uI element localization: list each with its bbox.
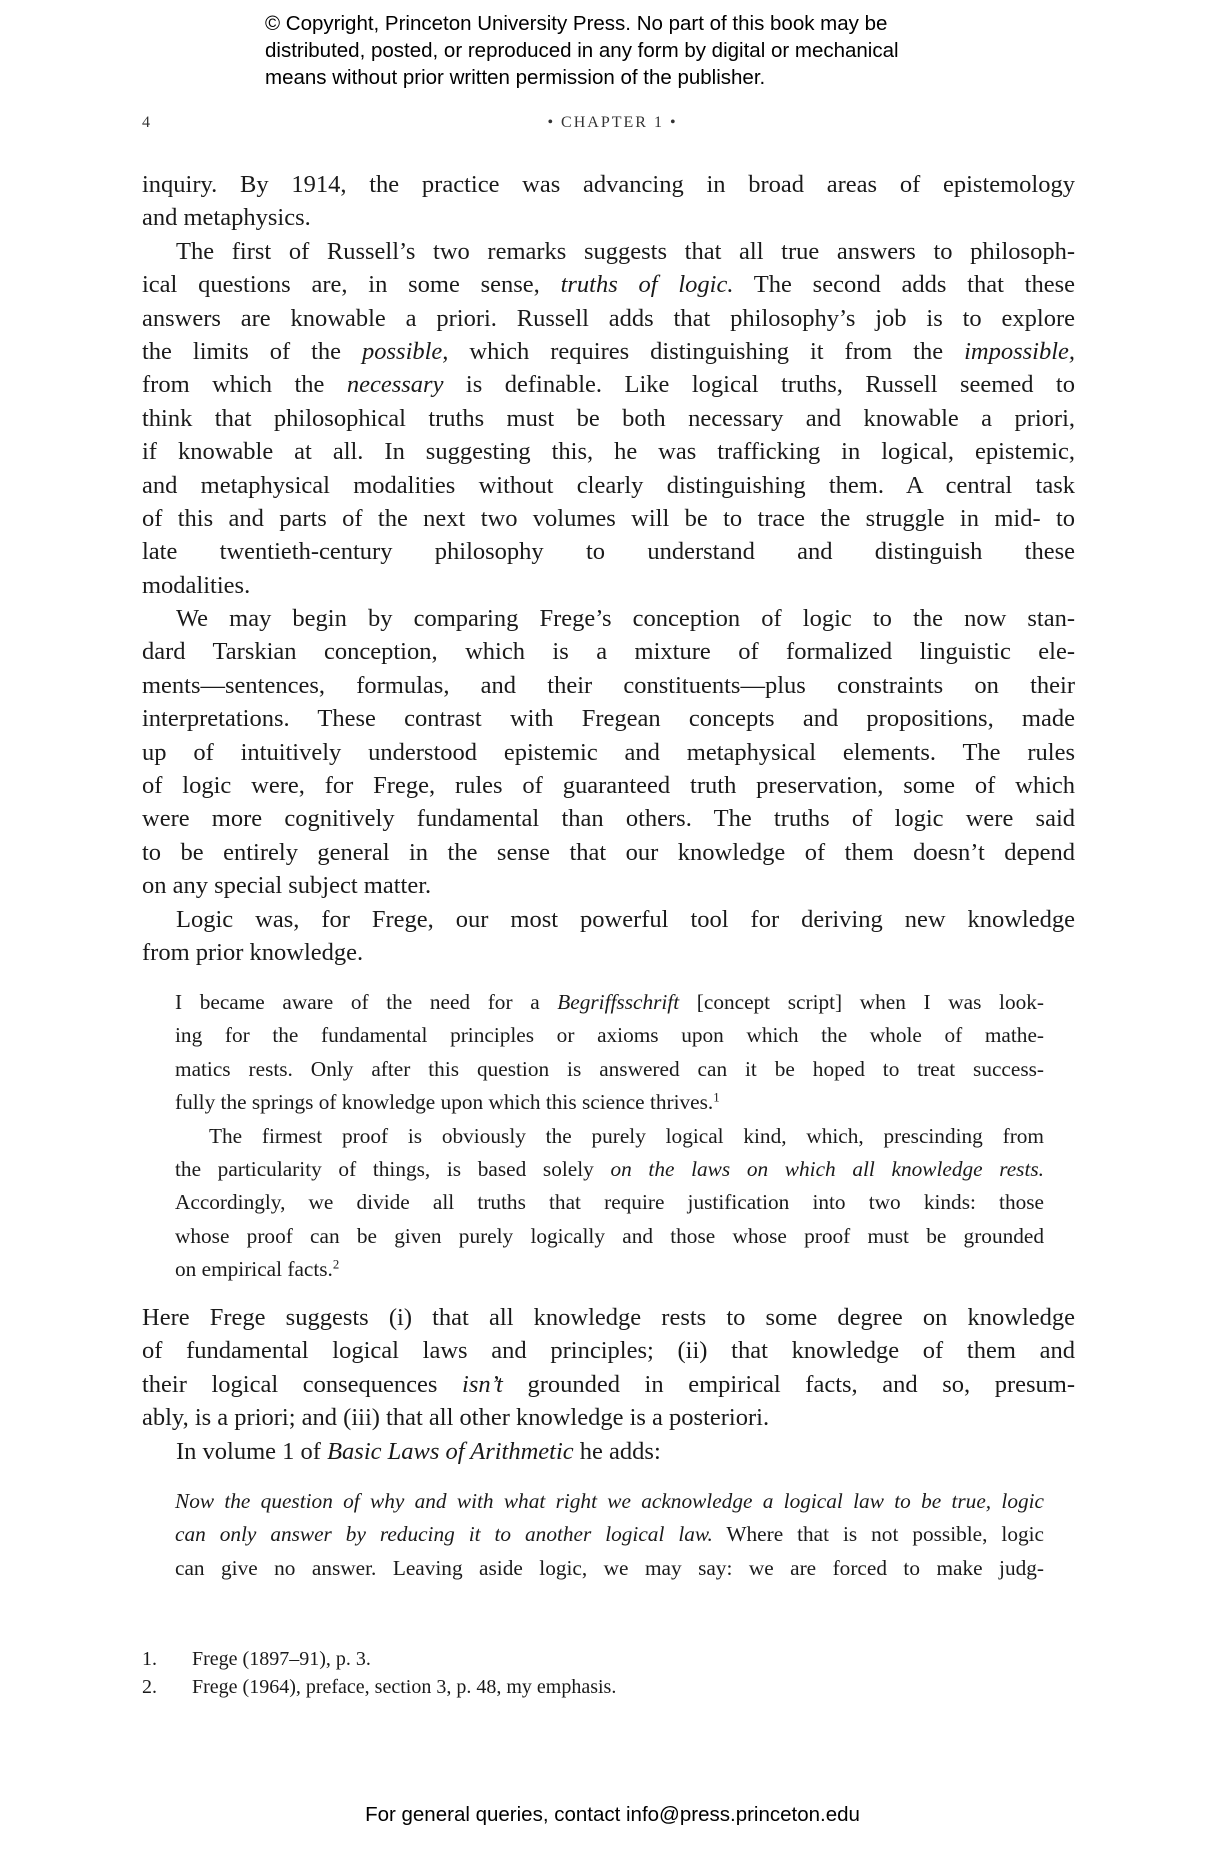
text-run: I became aware of the need for a <box>175 990 558 1014</box>
italic-run: Basic Laws of Arithmetic <box>327 1437 574 1465</box>
text-run: and metaphysical modalities without clearly distinguishing them. A central task <box>142 471 1075 499</box>
italic-run: truths of logic. <box>560 271 734 299</box>
text-run: Accordingly, we divide all truths that require justification into two kinds: those <box>175 1190 1044 1215</box>
text-line <box>142 535 1075 568</box>
text-line <box>142 368 1075 401</box>
text-run: is definable. Like logical truths, Russell seemed to <box>443 371 1075 399</box>
text-line <box>175 1153 1044 1186</box>
text-run: whose proof can be given purely logically and those whose proof must be grounded <box>175 1223 1044 1248</box>
running-head: • CHAPTER 1 • <box>547 114 678 131</box>
italic-run: can only answer by reducing it to another logical law. <box>175 1522 713 1547</box>
text-line <box>142 168 1075 201</box>
text-line <box>142 1368 1075 1401</box>
body-text-1 <box>142 168 1075 969</box>
text-run: ments—sentences, formulas, and their constituents—plus constraints on their <box>142 671 1075 699</box>
footnote <box>142 1673 616 1701</box>
text-line <box>142 335 1075 368</box>
text-line <box>142 1334 1075 1367</box>
text-run: ical questions are, in some sense, <box>142 271 561 299</box>
text-run: The firmest proof is obviously the purely logical kind, which, prescinding from <box>209 1123 1044 1148</box>
text-run: of fundamental logical laws and principles; (ii) that knowledge of them and <box>142 1337 1075 1365</box>
text-line <box>142 569 1075 602</box>
copyright-line: distributed, posted, or reproduced in any form by digital or mechanical <box>265 39 899 62</box>
text-line <box>142 669 1075 702</box>
text-run: from prior knowledge. <box>142 938 364 966</box>
text-run: he adds: <box>573 1437 661 1465</box>
text-run: up of intuitively understood epistemic and metaphysical elements. The rules <box>142 738 1075 766</box>
text-run: The first of Russell’s two remarks suggests that all true answers to philosoph- <box>176 237 1075 265</box>
text-line <box>142 302 1075 335</box>
text-run: We may begin by comparing Frege’s conception of logic to the now stan- <box>176 605 1075 633</box>
text-line <box>142 736 1075 769</box>
italic-run: Begriffsschrift <box>557 990 680 1014</box>
text-line <box>142 869 1075 902</box>
text-line <box>142 635 1075 668</box>
text-run: inquiry. By 1914, the practice was advancing in broad areas of epistemology <box>142 171 1075 198</box>
text-line <box>142 802 1075 835</box>
text-run: interpretations. These contrast with Fregean concepts and propositions, made <box>142 705 1075 733</box>
footnotes <box>142 1645 616 1701</box>
text-run: their logical consequences <box>142 1370 463 1398</box>
text-line <box>142 769 1075 802</box>
text-run: and metaphysics. <box>142 204 311 232</box>
text-run: from which the <box>142 371 347 399</box>
italic-run: Now the question of why and with what right we acknowledge a logical law to be true, logic <box>175 1489 1044 1513</box>
text-run: on empirical facts. <box>175 1257 333 1282</box>
text-line <box>142 235 1075 268</box>
text-run: which requires distinguishing it from the <box>448 337 965 365</box>
text-line <box>142 602 1075 635</box>
text-line <box>142 702 1075 735</box>
italic-run: isn’t <box>462 1370 503 1398</box>
copyright-line: © Copyright, Princeton University Press. No part of this book may be <box>265 12 888 35</box>
text-run: the limits of the <box>142 337 362 365</box>
text-run: if knowable at all. In suggesting this, he was trafficking in logical, epistemic, <box>142 438 1075 466</box>
text-line <box>142 502 1075 535</box>
text-line <box>175 1053 1044 1086</box>
copyright-line: means without prior written permission of the publisher. <box>265 66 766 89</box>
text-run: modalities. <box>142 571 251 599</box>
text-line <box>142 435 1075 468</box>
text-run: late twentieth-century philosophy to understand and distinguish these <box>142 538 1075 566</box>
contact-footer: For general queries, contact info@press.princeton.edu <box>365 1803 860 1826</box>
text-run: fully the springs of knowledge upon which this science thrives. <box>175 1090 714 1115</box>
text-line <box>142 469 1075 502</box>
italic-run: necessary <box>346 371 444 399</box>
text-line <box>175 1253 1044 1286</box>
text-run: [concept script] when I was look- <box>679 990 1044 1014</box>
footnote-reference: 2 <box>332 1257 340 1272</box>
text-run: In volume 1 of <box>176 1437 328 1465</box>
text-run: matics rests. Only after this question is answered can it be hoped to treat success- <box>175 1056 1044 1081</box>
text-line <box>142 1435 1075 1468</box>
text-run: on any special subject matter. <box>142 872 432 900</box>
text-line <box>142 903 1075 936</box>
text-line <box>175 1485 1044 1518</box>
text-run: think that philosophical truths must be both necessary and knowable a priori, <box>142 404 1075 432</box>
body-text-2 <box>142 1301 1075 1468</box>
footnote-text: Frege (1897–91), p. 3. <box>192 1648 371 1670</box>
text-run: of logic were, for Frege, rules of guaranteed truth preservation, some of which <box>142 772 1075 800</box>
text-line <box>142 402 1075 435</box>
footnote-text: Frege (1964), preface, section 3, p. 48, my emphasis. <box>192 1676 617 1698</box>
text-run: the particularity of things, is based solely <box>175 1156 611 1181</box>
text-run: The second adds that these <box>733 271 1075 299</box>
text-run: answers are knowable a priori. Russell adds that philosophy’s job is to explore <box>142 304 1075 332</box>
text-line <box>142 201 1075 234</box>
text-line <box>142 836 1075 869</box>
text-run: ing for the fundamental principles or axioms upon which the whole of mathe- <box>175 1023 1044 1048</box>
text-line <box>175 1220 1044 1253</box>
text-run: can give no answer. Leaving aside logic, we may say: we are forced to make judg- <box>175 1555 1044 1580</box>
page-number: 4 <box>142 114 150 131</box>
text-run: to be entirely general in the sense that our knowledge of them doesn’t depend <box>142 838 1075 866</box>
footnote-number: 1. <box>142 1648 157 1670</box>
text-line <box>175 1186 1044 1219</box>
text-line <box>175 1019 1044 1052</box>
text-run: Where that is not possible, logic <box>712 1522 1044 1547</box>
text-line <box>175 1552 1044 1585</box>
block-quote-1 <box>175 986 1044 1287</box>
text-run: were more cognitively fundamental than others. The truths of logic were said <box>142 805 1075 833</box>
text-line <box>175 1120 1044 1153</box>
text-line <box>175 986 1044 1019</box>
footnote-reference: 1 <box>713 1090 720 1105</box>
text-run: of this and parts of the next two volumes will be to trace the struggle in mid- to <box>142 504 1075 532</box>
footnote-number: 2. <box>142 1676 157 1698</box>
text-run: grounded in empirical facts, and so, presum- <box>502 1370 1075 1398</box>
italic-run: impossible, <box>964 337 1075 365</box>
block-quote-2 <box>175 1485 1044 1585</box>
text-line <box>142 936 1075 969</box>
italic-run: on the laws on which all knowledge rests. <box>610 1156 1045 1181</box>
footnote <box>142 1645 616 1673</box>
text-line <box>142 1401 1075 1434</box>
text-line <box>142 268 1075 301</box>
text-run: Here Frege suggests (i) that all knowledge rests to some degree on knowledge <box>142 1304 1075 1331</box>
text-line <box>175 1518 1044 1551</box>
text-line <box>142 1301 1075 1334</box>
copyright-notice <box>265 10 899 91</box>
text-run: ably, is a priori; and (iii) that all other knowledge is a posteriori. <box>142 1404 770 1432</box>
italic-run: possible, <box>362 337 449 365</box>
text-run: dard Tarskian conception, which is a mixture of formalized linguistic ele- <box>142 638 1075 666</box>
text-line <box>175 1086 1044 1119</box>
text-run: Logic was, for Frege, our most powerful tool for deriving new knowledge <box>176 905 1075 933</box>
